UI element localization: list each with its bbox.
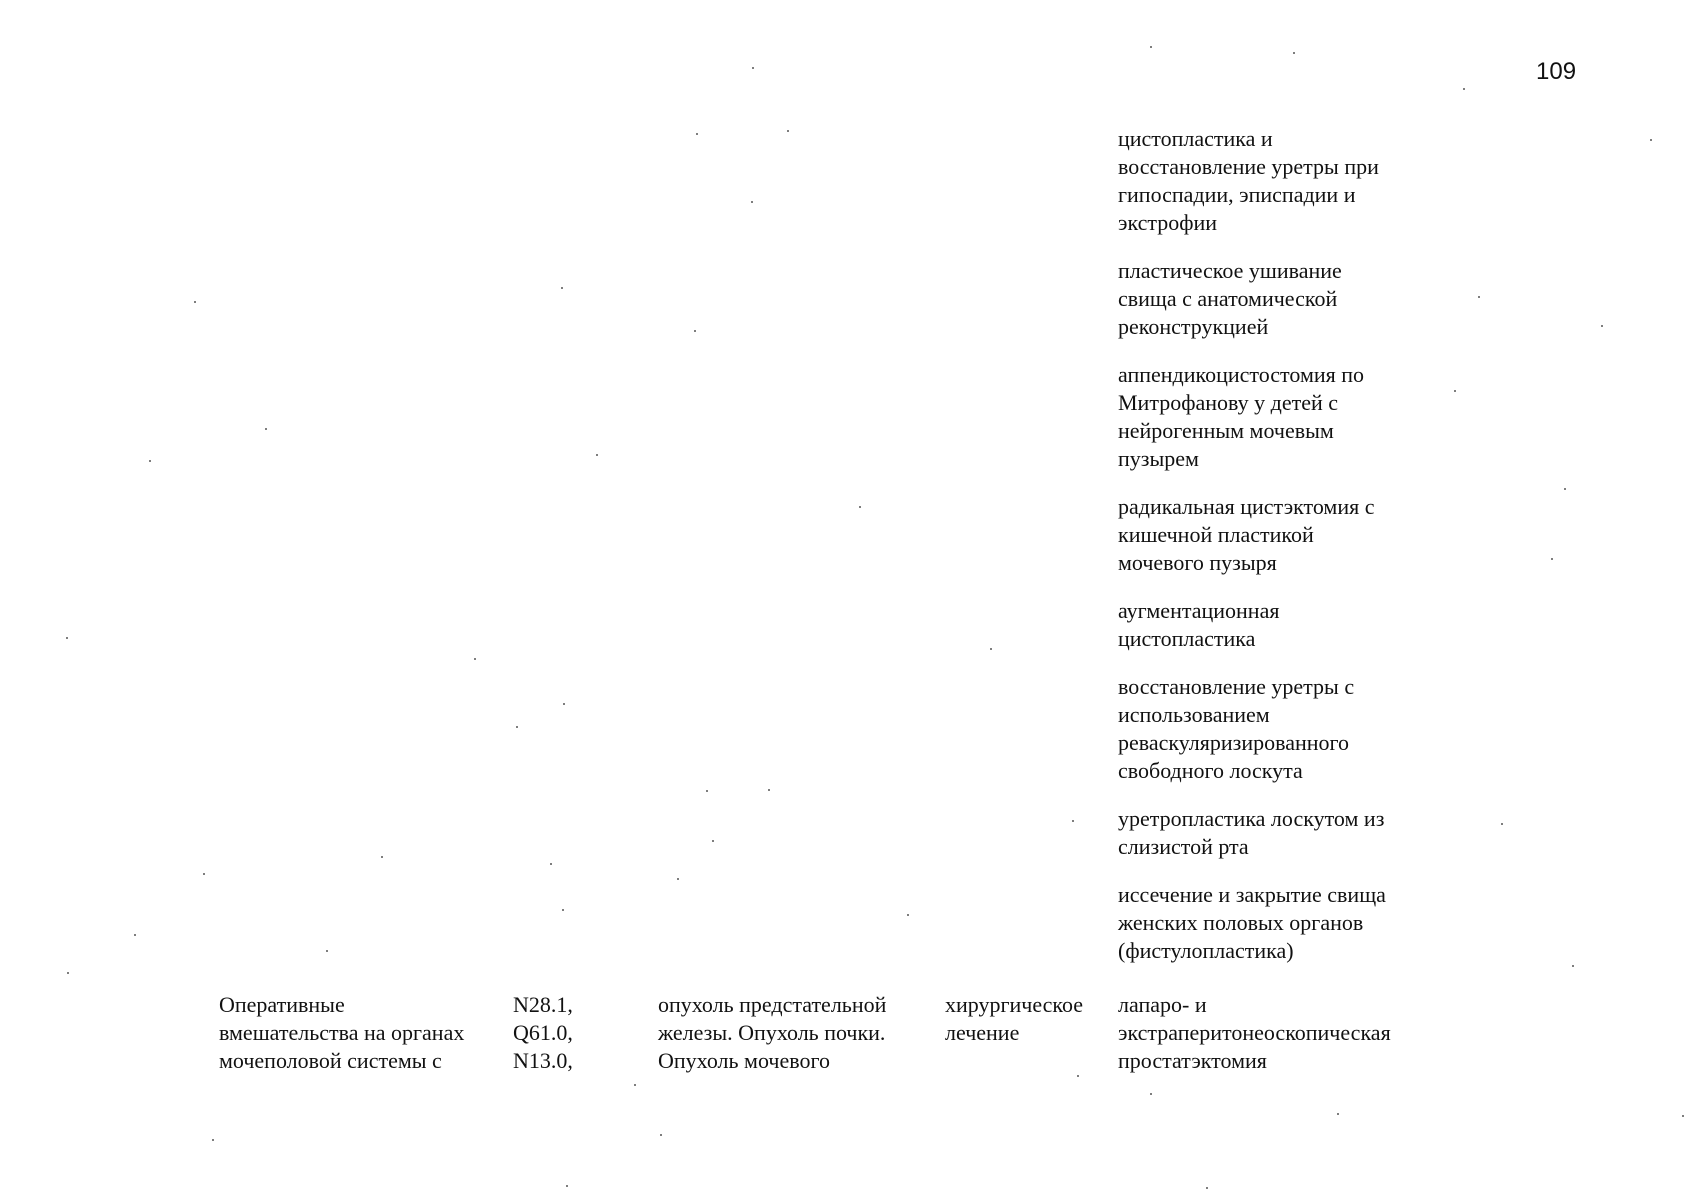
scan-speck xyxy=(563,703,565,705)
page-number: 109 xyxy=(1536,58,1577,85)
scan-speck xyxy=(1572,965,1574,967)
scan-speck xyxy=(1454,390,1456,392)
scan-speck xyxy=(1150,46,1152,48)
method-item: аугментационная цистопластика xyxy=(1118,598,1280,651)
scan-speck xyxy=(134,934,136,936)
scan-speck xyxy=(326,950,328,952)
scan-speck xyxy=(194,301,196,303)
method-item: цистопластика и восстановление уретры при гипоспадии, эписпадии и экстрофии xyxy=(1118,126,1379,235)
scan-speck xyxy=(1293,52,1295,54)
scan-speck xyxy=(203,873,205,875)
scan-speck xyxy=(907,914,909,916)
scan-speck xyxy=(381,856,383,858)
scan-speck xyxy=(149,460,151,462)
method-item: иссечение и закрытие свища женских половых органов (фистулопластика) xyxy=(1118,882,1386,963)
scan-speck xyxy=(1551,558,1553,560)
intervention-name-cell: Оперативные вмешательства на органах мочеполовой системы с xyxy=(219,992,465,1073)
scan-speck xyxy=(677,878,679,880)
scan-speck xyxy=(1564,488,1566,490)
scan-speck xyxy=(694,330,696,332)
scan-speck xyxy=(566,1185,568,1187)
scan-speck xyxy=(1206,1187,1208,1189)
scan-speck xyxy=(1077,1075,1079,1077)
scan-speck xyxy=(1650,139,1652,141)
scan-speck xyxy=(787,130,789,132)
scan-speck xyxy=(1601,325,1603,327)
scan-speck xyxy=(768,789,770,791)
method-item: радикальная цистэктомия с кишечной пластикой мочевого пузыря xyxy=(1118,494,1375,575)
scan-speck xyxy=(212,1139,214,1141)
method-item: восстановление уретры с использованием реваскуляризированного свободного лоскута xyxy=(1118,674,1355,783)
scan-speck xyxy=(696,133,698,135)
scan-speck xyxy=(596,454,598,456)
scan-speck xyxy=(752,67,754,69)
scan-speck xyxy=(1478,296,1480,298)
method-item: уретропластика лоскутом из слизистой рта xyxy=(1118,806,1385,859)
scan-speck xyxy=(712,840,714,842)
scan-speck xyxy=(1337,1113,1339,1115)
scan-speck xyxy=(706,790,708,792)
scan-speck xyxy=(859,506,861,508)
scan-speck xyxy=(474,658,476,660)
scan-speck xyxy=(550,863,552,865)
treatment-type-cell: хирургическое лечение xyxy=(945,992,1084,1045)
scan-speck xyxy=(990,648,992,650)
scan-speck xyxy=(1072,820,1074,822)
scan-speck xyxy=(751,201,753,203)
scan-speck xyxy=(516,726,518,728)
scan-speck xyxy=(1150,1093,1152,1095)
scan-speck xyxy=(265,428,267,430)
scan-speck xyxy=(1501,823,1503,825)
scan-speck xyxy=(67,972,69,974)
scan-speck xyxy=(1682,1115,1684,1117)
method-item: пластическое ушивание свища с анатомической реконструкцией xyxy=(1118,258,1342,339)
scan-speck xyxy=(561,287,563,289)
scan-speck xyxy=(562,909,564,911)
scan-speck xyxy=(66,637,68,639)
scan-speck xyxy=(1463,88,1465,90)
scan-speck xyxy=(634,1084,636,1086)
treatment-methods-list xyxy=(1118,125,1458,985)
method-item: аппендикоцистостомия по Митрофанову у детей с нейрогенным мочевым пузырем xyxy=(1118,362,1365,471)
patient-model-cell: опухоль предстательной железы. Опухоль почки. Опухоль мочевого xyxy=(658,992,887,1073)
treatment-method-cell: лапаро- и экстраперитонеоскопическая простатэктомия xyxy=(1118,992,1391,1073)
icd-codes-cell: N28.1, Q61.0, N13.0, xyxy=(513,992,573,1073)
scan-speck xyxy=(660,1134,662,1136)
